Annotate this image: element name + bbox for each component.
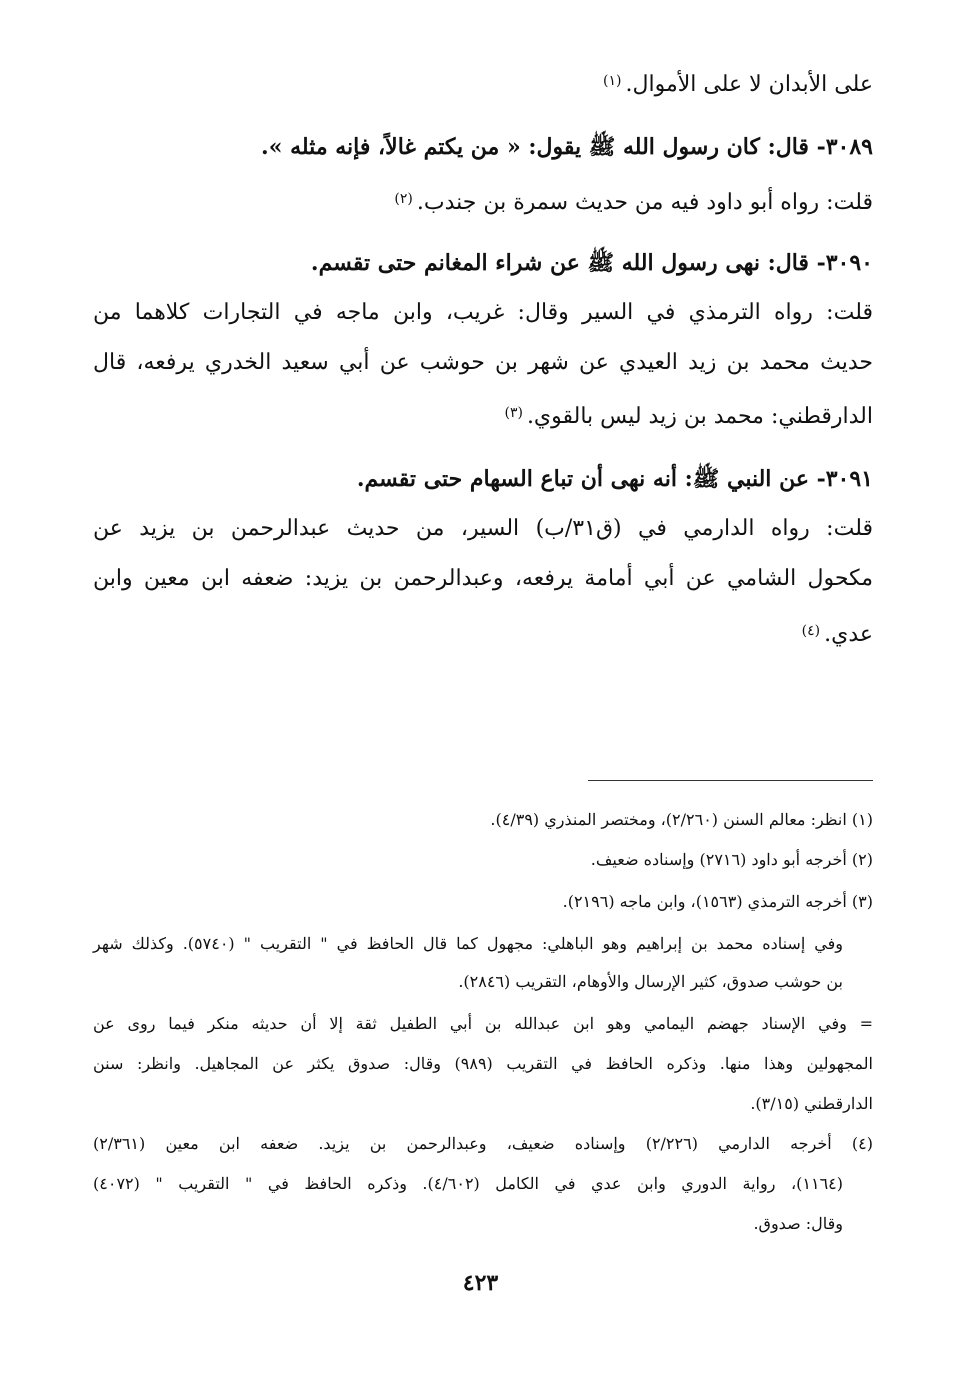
footnote-ref-1: (١) (603, 73, 622, 89)
body-line-11: عدي.$^{(٤)}$ (801, 622, 873, 647)
footnote-4-line-3: وقال: صدوق. (753, 1214, 843, 1233)
page-number: ٤٢٣ (462, 1270, 499, 1296)
footnote-ref-4: (٤) (801, 623, 821, 639)
footnote-ref-2: (٢) (394, 191, 413, 207)
hadith-3091: ٣٠٩١- عن النبي ﷺ: أنه نهى أن تباع السهام حتى تقسم. (356, 466, 873, 492)
footnote-3-line-5: المجهولين وهذا منها. وذكره الحافظ في التقريب (٩٨٩) وقال: صدوق يكثر عن المجاهيل. وانظر: سنن (93, 1054, 874, 1073)
footnote-3-line-2: وفي إسناده محمد بن إبراهيم وهو الباهلي: مجهول كما قال الحافظ في " التقريب " (٥٧٤٠). وكذلك شهر (93, 934, 843, 953)
footnote-1: (١) انظر: معالم السنن (٢/٢٦٠)، ومختصر المنذري (٤/٣٩). (490, 810, 873, 829)
footnote-divider (588, 780, 873, 781)
footnote-ref-3: (٣) (504, 405, 523, 421)
body-line-1: على الأبدان لا على الأموال.$^{(١)}$ (603, 72, 873, 97)
footnote-4-line-2: (١١٦٤)، رواية الدوري وابن عدي في الكامل (٤/٦٠٢). وذكره الحافظ في " التقريب " (٤٠٧٢) (93, 1174, 843, 1193)
footnote-4: (٤) أخرجه الدارمي (٢/٢٢٦) وإسناده ضعيف، وعبدالرحمن بن يزيد. ضعفه ابن معين (٢/٣٦١) (93, 1134, 873, 1153)
footnote-3-line-6: الدارقطني (٣/١٥). (750, 1094, 873, 1113)
footnote-3-line-3: بن حوشب صدوق، كثير الإرسال والأوهام، التقريب (٢٨٤٦). (458, 972, 843, 991)
footnote-2: (٢) أخرجه أبو داود (٢٧١٦) وإسناده ضعيف. (590, 850, 873, 869)
footnote-3-line-4: = وفي الإسناد جهضم اليمامي وهو ابن عبدالله بن أبي الطفيل ثقة إلا أن حديثه منكر فيما روى عن (93, 1014, 873, 1033)
body-line-6: حديث محمد بن زيد العيدي عن شهر بن حوشب عن أبي سعيد الخدري يرفعه، قال (93, 350, 873, 375)
hadith-3089: ٣٠٨٩- قال: كان رسول الله ﷺ يقول: « من يكتم غالاً، فإنه مثله ». (261, 134, 873, 160)
body-line-5: قلت: رواه الترمذي في السير وقال: غريب، وابن ماجه في التجارات كلاهما من (93, 300, 873, 325)
body-line-10: مكحول الشامي عن أبي أمامة يرفعه، وعبدالرحمن بن يزيد: ضعفه ابن معين وابن (93, 566, 873, 591)
footnote-3: (٣) أخرجه الترمذي (١٥٦٣)، وابن ماجه (٢١٩٦). (562, 892, 873, 911)
hadith-3090: ٣٠٩٠- قال: نهى رسول الله ﷺ عن شراء المغانم حتى تقسم. (310, 250, 873, 276)
body-line-7: الدارقطني: محمد بن زيد ليس بالقوي.$^{(٣)}$ (504, 404, 873, 429)
body-line-9: قلت: رواه الدارمي في (ق٣١/ب) السير، من حديث عبدالرحمن بن يزيد عن (93, 516, 873, 541)
body-line-3: قلت: رواه أبو داود فيه من حديث سمرة بن جندب.$^{(٢)}$ (394, 190, 873, 215)
